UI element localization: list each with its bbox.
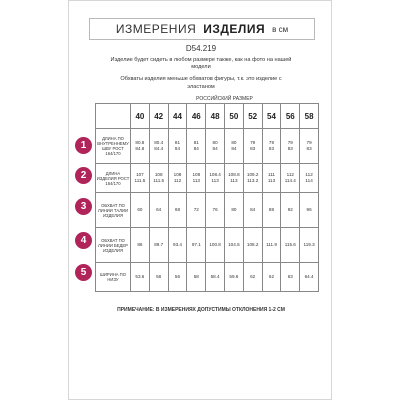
- size-cell: 58: [300, 104, 319, 129]
- note-line: эластаном: [187, 84, 215, 90]
- size-cell: 54: [262, 104, 281, 129]
- value-cell: 112 114.4: [281, 164, 300, 193]
- value-cell: 97.1: [187, 228, 206, 263]
- value-cell: 112 114: [300, 164, 319, 193]
- header-unit: в см: [272, 24, 289, 34]
- footnote: ПРИМЕЧАНИЕ: В ИЗМЕРЕНИЯХ ДОПУСТИМЫ ОТКЛОНЕНИЯ 1-2 СМ: [117, 307, 285, 313]
- value-cell: 84: [243, 193, 262, 228]
- value-cell: 108.4 113: [206, 164, 225, 193]
- value-cell: 111.9: [262, 228, 281, 263]
- size-cell: 50: [224, 104, 243, 129]
- size-cell: 44: [168, 104, 187, 129]
- row-number-badge: 4: [75, 232, 92, 249]
- size-cell: 52: [243, 104, 262, 129]
- header-word: ИЗМЕРЕНИЯ: [115, 22, 197, 36]
- value-cell: 108 112: [168, 164, 187, 193]
- value-cell: 59.6: [224, 263, 243, 292]
- value-cell: 93.4: [168, 228, 187, 263]
- value-cell: 108 113: [187, 164, 206, 193]
- value-cell: 115.6: [281, 228, 300, 263]
- value-cell: 60: [131, 193, 150, 228]
- value-cell: 79 83: [300, 129, 319, 164]
- size-cell: 40: [131, 104, 150, 129]
- size-cell: 42: [149, 104, 168, 129]
- value-cell: 58.4: [206, 263, 225, 292]
- table-corner: [96, 104, 131, 129]
- value-cell: 76: [206, 193, 225, 228]
- chart-header: [89, 18, 315, 40]
- table-row: [96, 164, 319, 193]
- note-line: Изделие будет сидеть в любом размере также, как на фото на нашей: [110, 57, 292, 63]
- row-number-badge: 1: [75, 137, 92, 154]
- value-cell: 80 84: [206, 129, 225, 164]
- value-cell: 81 84: [187, 129, 206, 164]
- size-cell: 46: [187, 104, 206, 129]
- size-chart-page: [68, 0, 332, 400]
- note-line: модели: [191, 64, 211, 70]
- value-cell: 58: [187, 263, 206, 292]
- value-cell: 92: [281, 193, 300, 228]
- value-cell: 100.8: [206, 228, 225, 263]
- table-row: [96, 263, 319, 292]
- size-cell: 48: [206, 104, 225, 129]
- value-cell: 79 83: [281, 129, 300, 164]
- value-cell: 80: [224, 193, 243, 228]
- row-number-badge: 2: [75, 167, 92, 184]
- value-cell: 108.8 113: [224, 164, 243, 193]
- value-cell: 89.7: [149, 228, 168, 263]
- value-cell: 63: [281, 263, 300, 292]
- table-row: [96, 228, 319, 263]
- header-bold-word: ИЗДЕЛИЯ: [203, 22, 266, 36]
- value-cell: 53.6: [131, 263, 150, 292]
- row-number-badge: 5: [75, 264, 92, 281]
- value-cell: 81 84: [168, 129, 187, 164]
- model-code: D54.219: [185, 44, 217, 53]
- value-cell: 109.2 113.2: [243, 164, 262, 193]
- size-row: [96, 104, 319, 129]
- value-cell: 88: [262, 193, 281, 228]
- size-header: РОССИЙСКИЙ РАЗМЕР: [196, 96, 253, 102]
- row-label: ШИРИНА ПО НИЗУ: [96, 263, 131, 292]
- table-row: [96, 193, 319, 228]
- row-label: ДЛИНА ПО ВНУТРЕННЕМУ ШВУ РОСТ 164/170: [96, 129, 131, 164]
- value-cell: 86: [131, 228, 150, 263]
- value-cell: 119.3: [300, 228, 319, 263]
- row-label: ОБХВАТ ПО ЛИНИИ ТАЛИИ ИЗДЕЛИЯ: [96, 193, 131, 228]
- value-cell: 104.5: [224, 228, 243, 263]
- value-cell: 64: [149, 193, 168, 228]
- value-cell: 68: [168, 193, 187, 228]
- value-cell: 80 84: [224, 129, 243, 164]
- value-cell: 62: [262, 263, 281, 292]
- value-cell: 108.2: [243, 228, 262, 263]
- value-cell: 79 83: [243, 129, 262, 164]
- measurement-table: [95, 103, 319, 292]
- row-label: ОБХВАТ ПО ЛИНИИ БЕДЕР ИЗДЕЛИЯ: [96, 228, 131, 263]
- table-row: [96, 129, 319, 164]
- value-cell: 107 111.5: [131, 164, 150, 193]
- value-cell: 80.8 84.8: [131, 129, 150, 164]
- note-line: Обхваты изделия меньше обхватов фигуры, т.к. это изделие с: [120, 76, 282, 82]
- row-number-badge: 3: [75, 198, 92, 215]
- value-cell: 108 111.5: [149, 164, 168, 193]
- row-label: ДЛИНА ИЗДЕЛИЯ РОСТ 164/170: [96, 164, 131, 193]
- value-cell: 72: [187, 193, 206, 228]
- value-cell: 96: [300, 193, 319, 228]
- value-cell: 62: [243, 263, 262, 292]
- value-cell: 56: [168, 263, 187, 292]
- size-cell: 56: [281, 104, 300, 129]
- value-cell: 56: [149, 263, 168, 292]
- value-cell: 111 113: [262, 164, 281, 193]
- value-cell: 64.4: [300, 263, 319, 292]
- value-cell: 80.4 84.4: [149, 129, 168, 164]
- value-cell: 79 83: [262, 129, 281, 164]
